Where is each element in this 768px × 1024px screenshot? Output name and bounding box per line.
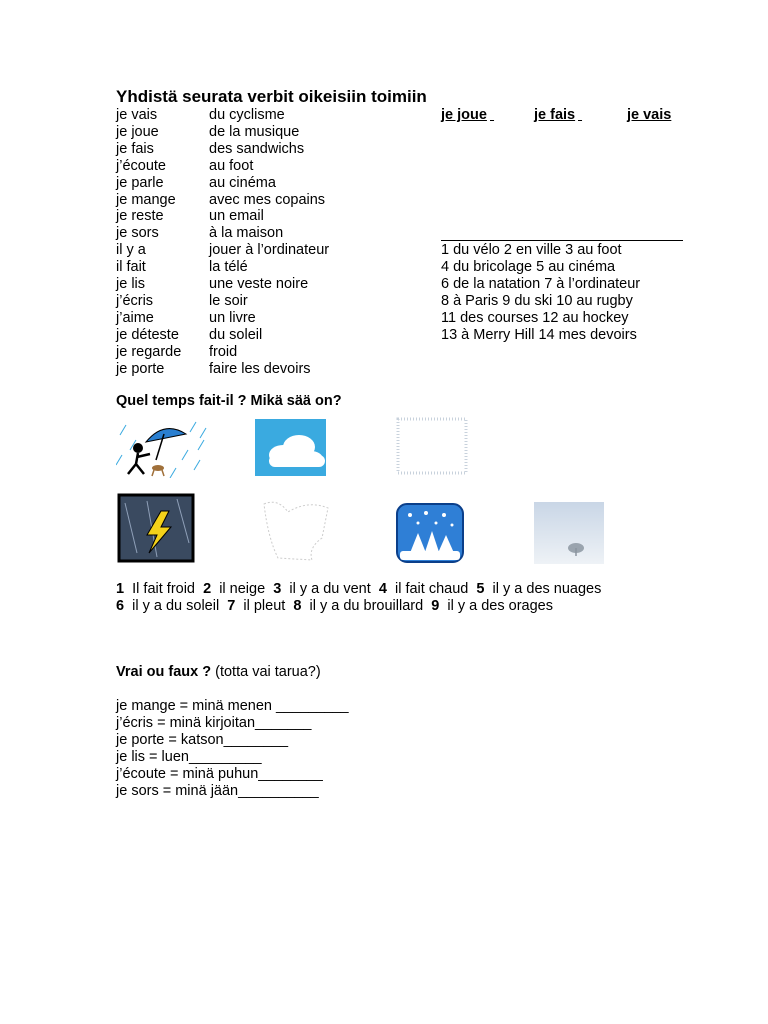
complement-item: une veste noire [209,276,309,292]
complement-item: du cyclisme [209,107,285,123]
option-item: 1 du vélo 2 en ville 3 au foot [441,242,622,258]
header-je-fais: je fais [534,107,576,123]
option-item: 6 de la natation 7 à l’ordinateur [441,275,641,292]
header-gap [490,107,534,124]
complement-item: jouer à l’ordinateur [209,242,330,259]
vrai-ou-faux-heading [116,664,321,681]
verb-item: je mange [116,191,176,208]
lightning-storm-icon [117,493,195,563]
vrai-line: je lis = luen_________ [116,749,262,765]
vrai-line: j’écoute = minä puhun________ [116,766,323,782]
verb-item: je porte [116,360,165,377]
weather-option-number: 9 [431,598,440,614]
vrai-line: je sors = minä jään__________ [116,783,319,799]
complement-item: au cinéma [209,174,276,191]
weather-option-text: il fait chaud [394,581,469,597]
hot-sun-icon [258,498,334,562]
verb-item: j’aime [116,309,154,326]
weather-option-number: 2 [203,581,212,597]
vrai-line: je mange = minä menen _________ [116,698,349,714]
complement-item: faire les devoirs [209,360,311,377]
header-gap [578,107,627,124]
weather-option-number: 6 [116,598,125,614]
complement-item: froid [209,343,238,360]
verb-item: je joue [116,123,159,140]
weather-option-text: il y a des orages [447,598,553,614]
verb-item: je déteste [116,326,179,343]
weather-option-number: 8 [293,598,302,614]
weather-options-row-1 [116,581,605,598]
verb-item: je lis [116,276,146,292]
complement-item: un email [209,208,264,225]
verb-item: il fait [116,259,146,276]
verb-item: il y a [116,242,146,259]
verb-item: je regarde [116,343,182,360]
verb-item: j’écoute [116,157,166,174]
header-je-joue: je joue [441,107,487,123]
cloud-icon [255,419,326,476]
weather-option-text: il y a du vent [289,581,371,597]
vrai-line: j’écris = minä kirjoitan_______ [116,715,312,731]
complement-item: de la musique [209,123,300,140]
weather-title: Quel temps fait-il ? Mikä sää on? [116,393,342,409]
complement-item: la télé [209,259,248,276]
weather-option-number: 1 [116,581,125,597]
weather-option-text: Il fait froid [132,581,195,597]
complement-item: du soleil [209,326,263,343]
weather-options-row-2 [116,598,557,615]
option-item: 11 des courses 12 au hockey [441,309,629,326]
vrai-subtitle: (totta vai tarua?) [215,664,321,680]
frost-frame-icon [395,416,469,476]
weather-option-text: il y a des nuages [492,581,602,597]
fog-landscape-icon [534,502,604,564]
weather-option-number: 4 [378,581,387,597]
divider-line [441,240,683,241]
complement-item: le soir [209,292,248,309]
weather-option-text: il y a du soleil [132,598,220,614]
complement-item: des sandwichs [209,140,305,157]
complement-item: au foot [209,157,254,174]
verb-item: je reste [116,208,164,225]
vrai-line: je porte = katson________ [116,732,289,748]
option-item: 13 à Merry Hill 14 mes devoirs [441,326,637,343]
rain-umbrella-icon [116,420,208,478]
weather-option-text: il y a du brouillard [309,598,424,614]
header-je-vais: je vais [627,107,672,123]
option-item: 4 du bricolage 5 au cinéma [441,258,616,275]
verb-item: je fais [116,140,154,157]
complement-item: à la maison [209,225,284,242]
weather-option-text: il pleut [243,598,286,614]
verb-item: je vais [116,107,158,123]
option-item: 8 à Paris 9 du ski 10 au rugby [441,292,633,309]
weather-option-text: il neige [219,581,266,597]
weather-option-number: 7 [227,598,236,614]
snow-trees-icon [396,503,464,563]
weather-option-number: 5 [476,581,485,597]
verb-item: je sors [116,225,159,242]
vrai-title: Vrai ou faux ? [116,664,212,680]
verb-item: je parle [116,174,164,191]
verb-item: j’écris [116,292,154,309]
weather-option-number: 3 [273,581,282,597]
complement-item: un livre [209,309,256,326]
complement-item: avec mes copains [209,191,326,208]
page-title: Yhdistä seurata verbit oikeisiin toimiin [116,87,427,106]
